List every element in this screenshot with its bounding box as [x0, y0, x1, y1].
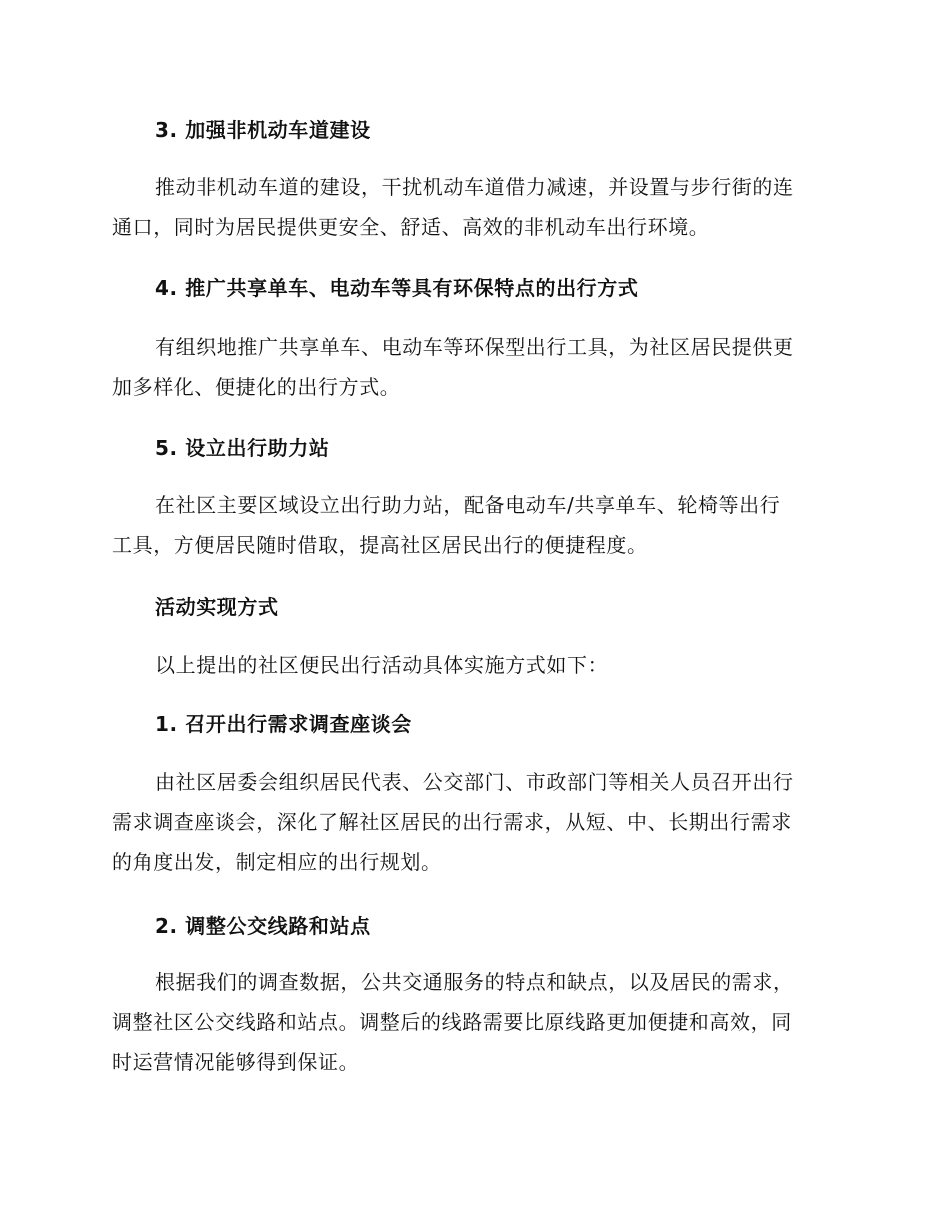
paragraph-line: 通口，同时为居民提供更安全、舒适、高效的非机动车出行环境。	[112, 215, 710, 239]
paragraph-line: 工具，方便居民随时借取，提高社区居民出行的便捷程度。	[112, 533, 648, 557]
paragraph-4	[112, 327, 830, 407]
section-heading-1: 1. 召开出行需求调查座谈会	[155, 712, 412, 736]
section-heading-5: 5. 设立出行助力站	[155, 436, 330, 460]
paragraph-1	[112, 762, 830, 882]
paragraph-line: 的角度出发，制定相应的出行规划。	[112, 850, 442, 874]
paragraph-line: 需求调查座谈会，深化了解社区居民的出行需求，从短、中、长期出行需求	[112, 810, 792, 834]
paragraph-line: 在社区主要区域设立出行助力站，配备电动车/共享单车、轮椅等出行	[155, 493, 781, 517]
paragraph-line: 加多样化、便捷化的出行方式。	[112, 375, 401, 399]
paragraph-implementation	[112, 645, 830, 685]
paragraph-line: 根据我们的调查数据，公共交通服务的特点和缺点，以及居民的需求，	[155, 970, 794, 994]
paragraph-line: 由社区居委会组织居民代表、公交部门、市政部门等相关人员召开出行	[155, 770, 794, 794]
paragraph-2	[112, 962, 830, 1082]
paragraph-line: 时运营情况能够得到保证。	[112, 1050, 360, 1074]
section-heading-3: 3. 加强非机动车道建设	[155, 118, 371, 142]
paragraph-3	[112, 167, 830, 247]
paragraph-line: 以上提出的社区便民出行活动具体实施方式如下：	[155, 653, 609, 677]
section-heading-4: 4. 推广共享单车、电动车等具有环保特点的出行方式	[155, 276, 639, 300]
section-heading-2: 2. 调整公交线路和站点	[155, 914, 371, 938]
section-heading-implementation: 活动实现方式	[155, 595, 279, 619]
paragraph-line: 调整社区公交线路和站点。调整后的线路需要比原线路更加便捷和高效，同	[112, 1010, 792, 1034]
paragraph-line: 推动非机动车道的建设，干扰机动车道借力减速，并设置与步行街的连	[155, 175, 794, 199]
paragraph-5	[112, 485, 830, 565]
paragraph-line: 有组织地推广共享单车、电动车等环保型出行工具，为社区居民提供更	[155, 335, 794, 359]
